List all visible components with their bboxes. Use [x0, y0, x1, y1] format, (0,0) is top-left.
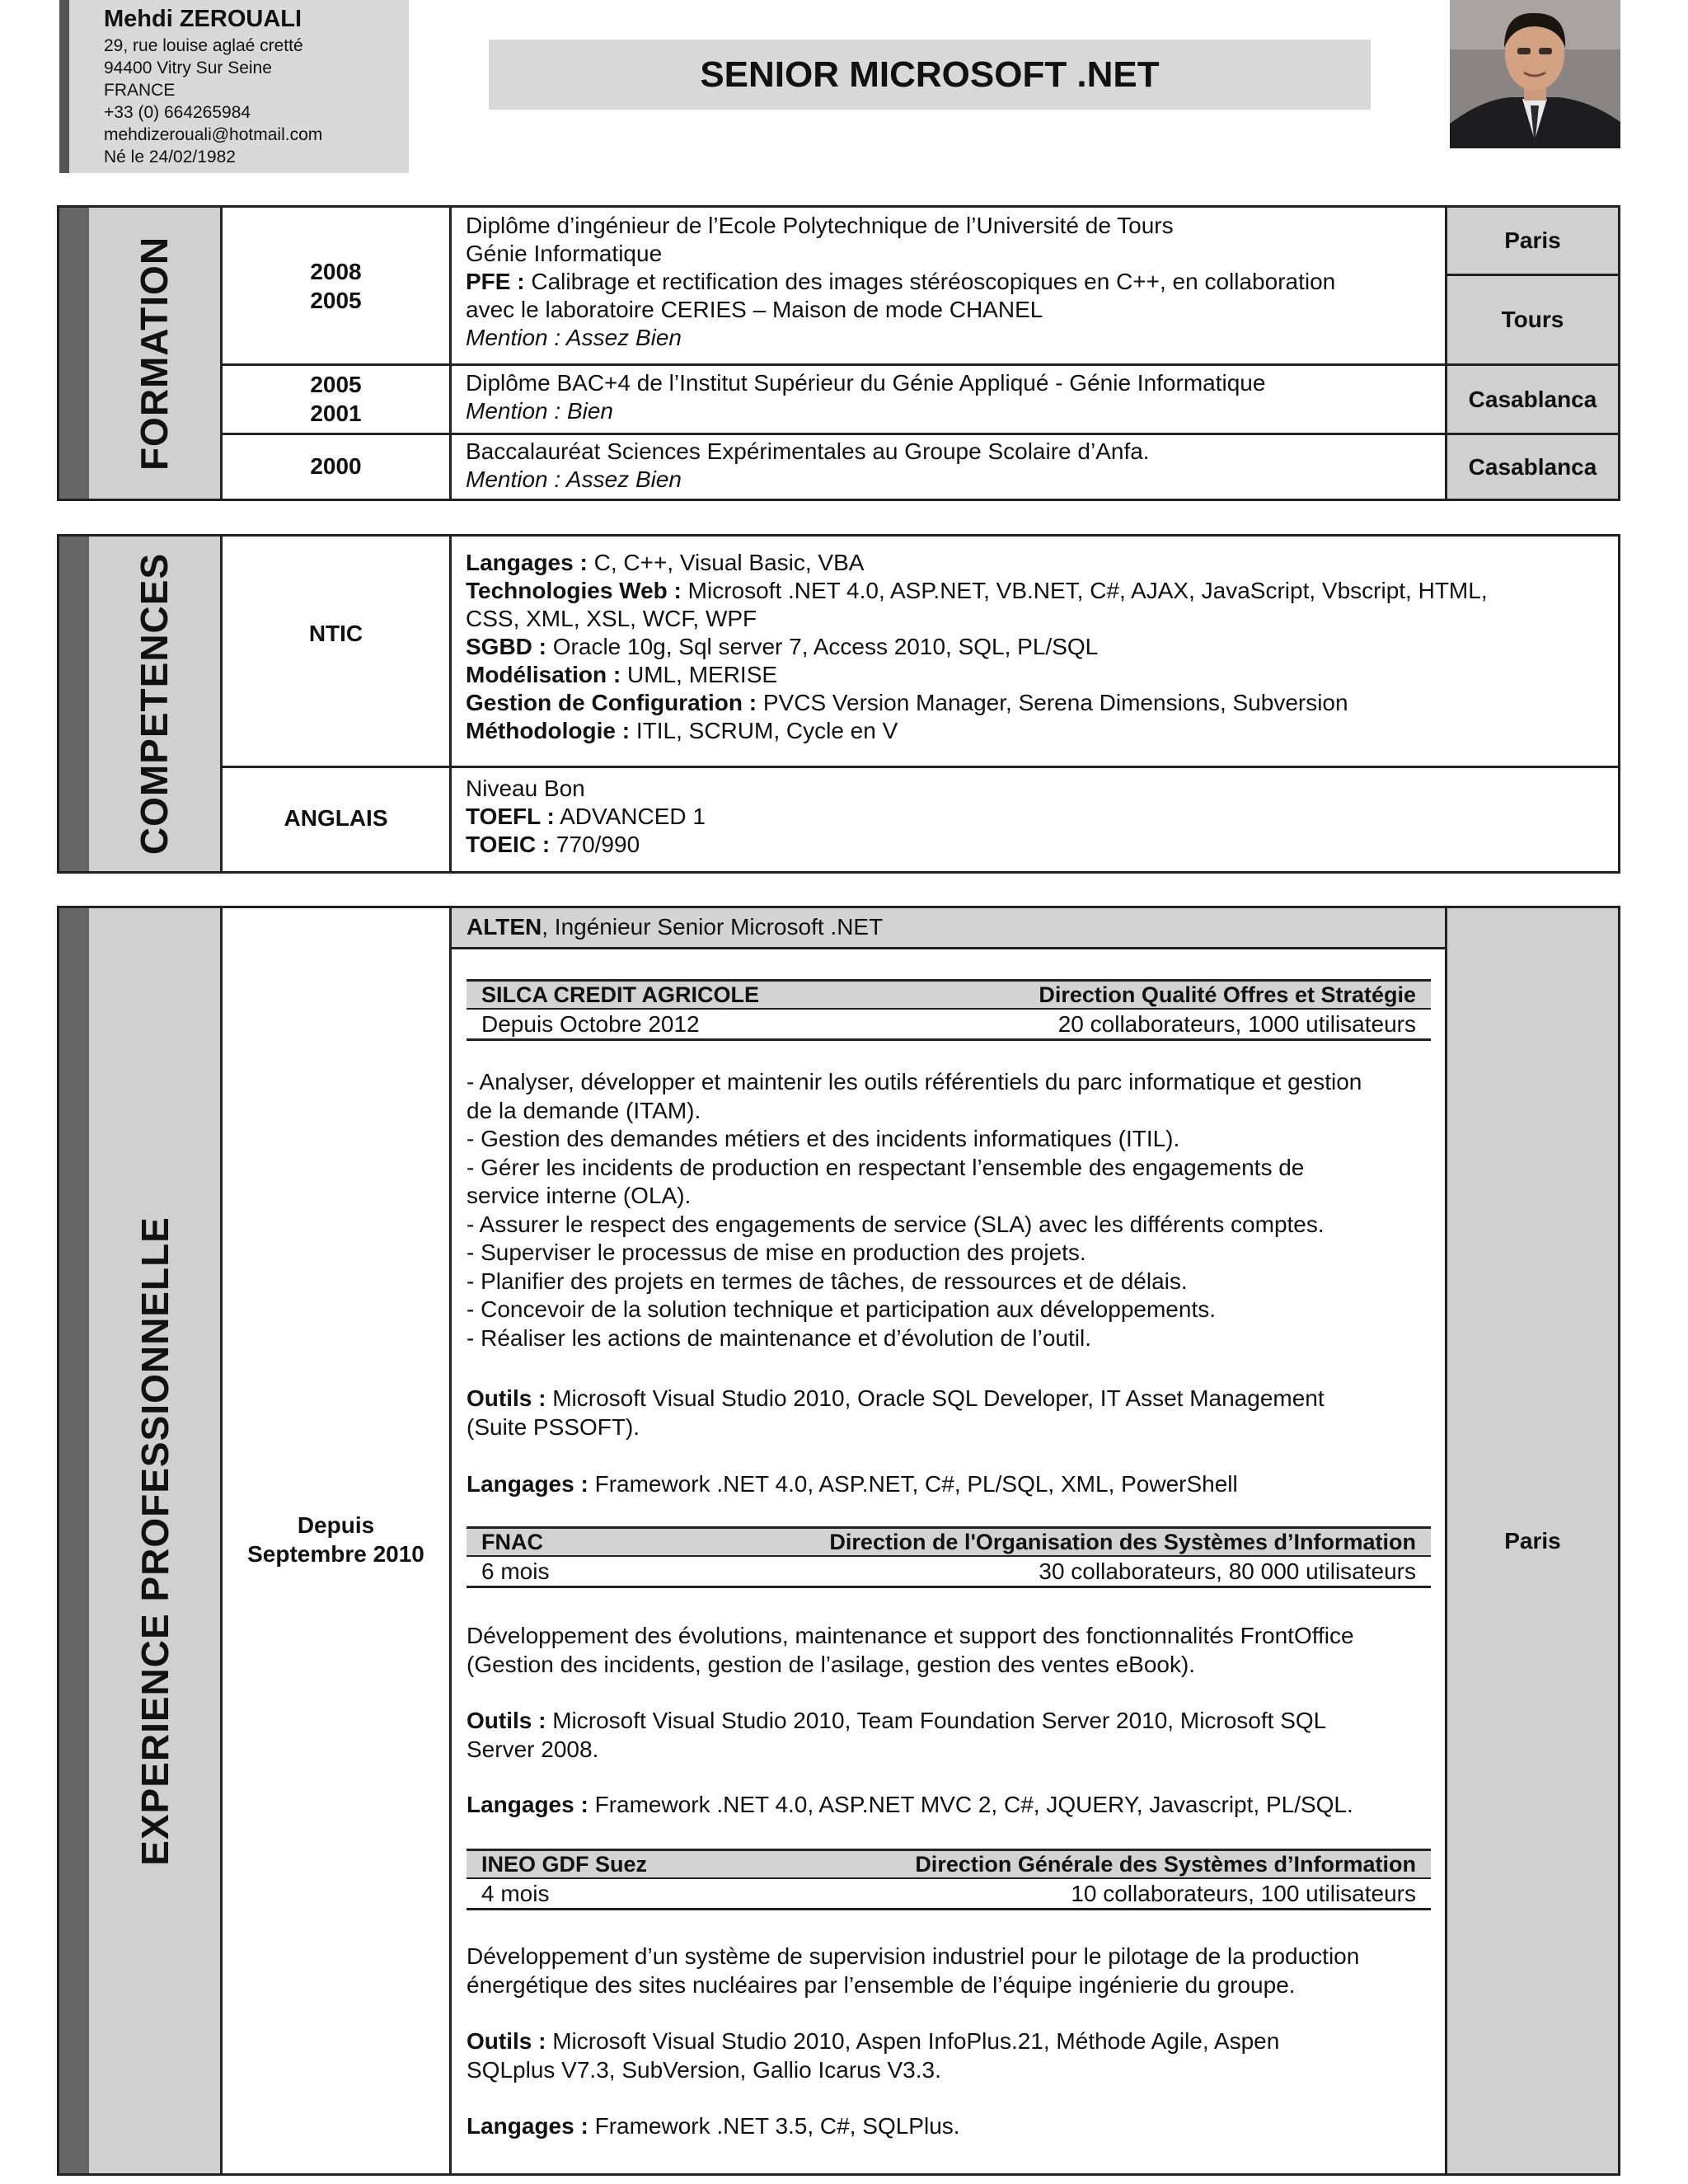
mission-tasks-silca: - Analyser, développer et maintenir les outils référentiels du parc informatique et gestion de la demande (ITAM). - Gestion des demandes métiers et des incidents informatiques (ITIL). - Gérer les incidents de production en respectant l’ensemble des engagements de service interne (OLA). - Assurer le respect des engagements de service (SLA) avec les différents comptes. - Superviser le processus de mise en production des projets. - Planifier des projets en termes de tâches, de ressources et de délais. - Concevoir de la solution technique et participation aux développements. - Réaliser les actions de maintenance et d’évolution de l’outil.: [467, 1069, 1362, 1351]
employer-role: , Ingénieur Senior Microsoft .NET: [542, 914, 884, 940]
formation-entry-1: Diplôme d’ingénieur de l’Ecole Polytechnique de l’Université de Tours Génie Informatique PFE : Calibrage et rectification des images stéréoscopiques en C++, en collaboration avec le laboratoire CERIES – Maison de mode CHANEL Mention : Assez Bien: [466, 213, 1336, 350]
experience-heading: EXPERIENCE PROFESSIONNELLE: [133, 1216, 176, 1866]
city-paris: Paris: [1447, 208, 1618, 274]
competences-tab: [59, 537, 220, 871]
experience-city: Paris: [1447, 908, 1618, 2173]
mission-duration: Depuis Octobre 2012: [481, 1010, 700, 1037]
skill-line: SGBD : Oracle 10g, Sql server 7, Access 2010, SQL, PL/SQL: [466, 634, 1099, 659]
city-casablanca-1: Casablanca: [1447, 366, 1618, 433]
ntic-skills: [466, 549, 1611, 745]
mission-tools-silca: Outils : Microsoft Visual Studio 2010, Oracle SQL Developer, IT Asset Management (Suite PSSOFT).: [467, 1385, 1325, 1440]
profile-photo: [1450, 0, 1620, 148]
mission-tools-ineo: Outils : Microsoft Visual Studio 2010, Aspen InfoPlus.21, Méthode Agile, Aspen SQLplus V7.3, SubVersion, Gallio Icarus V3.3.: [467, 2028, 1280, 2083]
city-tours: Tours: [1447, 276, 1618, 363]
client-direction: Direction Qualité Offres et Stratégie: [1039, 982, 1416, 1007]
client-direction: Direction Générale des Systèmes d’Information: [915, 1851, 1416, 1877]
city-casablanca-2: Casablanca: [1447, 435, 1618, 499]
formation-dates-1: 2008 2005: [310, 259, 362, 313]
skill-line: Méthodologie : ITIL, SCRUM, Cycle en V: [466, 718, 898, 743]
candidate-name: Mehdi ZEROUALI: [104, 6, 302, 32]
experience-period: Depuis Septembre 2010: [247, 1512, 424, 1567]
competences-heading: COMPETENCES: [133, 552, 176, 855]
mission-header-silca: [467, 979, 1431, 1041]
formation-tab: [59, 208, 220, 499]
skill-line: CSS, XML, XSL, WCF, WPF: [466, 606, 757, 631]
mission-langs-ineo: Langages : Framework .NET 3.5, C#, SQLPlus.: [467, 2113, 960, 2139]
anglais-label: ANGLAIS: [284, 805, 388, 831]
client-direction: Direction de l'Organisation des Systèmes d’Information: [829, 1529, 1416, 1554]
phone: +33 (0) 664265984: [104, 103, 251, 122]
job-title: SENIOR MICROSOFT .NET: [489, 40, 1371, 110]
mission-langs-silca: Langages : Framework .NET 4.0, ASP.NET, C#, PL/SQL, XML, PowerShell: [467, 1471, 1238, 1497]
formation-section: [57, 205, 1620, 501]
mission-duration: 6 mois: [481, 1558, 550, 1584]
team-size: 20 collaborateurs, 1000 utilisateurs: [1057, 1010, 1416, 1037]
anglais-skills: Niveau Bon TOEFL : ADVANCED 1 TOEIC : 770/990: [466, 776, 706, 857]
employer-bar: [452, 908, 1445, 949]
client-name: INEO GDF Suez: [481, 1851, 648, 1877]
skill-line: Modélisation : UML, MERISE: [466, 662, 778, 687]
mission-tools-fnac: Outils : Microsoft Visual Studio 2010, Team Foundation Server 2010, Microsoft SQL Server 2008.: [467, 1708, 1327, 1762]
mission-tasks-ineo: Développement d’un système de supervision industriel pour le pilotage de la production énergétique des sites nucléaires par l’ensemble de l’équipe ingénierie du groupe.: [467, 1943, 1360, 1998]
client-name: SILCA CREDIT AGRICOLE: [481, 982, 759, 1007]
formation-heading: FORMATION: [133, 236, 176, 471]
mission-header-fnac: [467, 1526, 1431, 1588]
country: FRANCE: [104, 81, 176, 100]
formation-entry-2: Diplôme BAC+4 de l’Institut Supérieur du Génie Appliqué - Génie Informatique Mention : Bien: [466, 370, 1266, 424]
skill-line: Gestion de Configuration : PVCS Version Manager, Serena Dimensions, Subversion: [466, 690, 1348, 715]
formation-entry-3: Baccalauréat Sciences Expérimentales au Groupe Scolaire d’Anfa. Mention : Assez Bien: [466, 438, 1150, 492]
birth-date: Né le 24/02/1982: [104, 148, 236, 166]
portrait-image: [1450, 0, 1620, 148]
address-line-1: 29, rue louise aglaé cretté: [104, 36, 303, 55]
ntic-label: NTIC: [308, 621, 363, 646]
address-line-2: 94400 Vitry Sur Seine: [104, 59, 272, 77]
competences-section: [57, 534, 1620, 874]
formation-dates-2: 2005 2001: [310, 372, 362, 426]
experience-section: [57, 906, 1620, 2176]
mission-header-ineo: [467, 1849, 1431, 1910]
email: mehdizerouali@hotmail.com: [104, 125, 323, 144]
employer-name: ALTEN: [467, 914, 542, 940]
experience-tab: [59, 908, 220, 2173]
client-name: FNAC: [481, 1529, 543, 1554]
team-size: 30 collaborateurs, 80 000 utilisateurs: [1039, 1558, 1416, 1584]
mission-duration: 4 mois: [481, 1880, 550, 1906]
team-size: 10 collaborateurs, 100 utilisateurs: [1071, 1880, 1416, 1906]
contact-block: [59, 0, 409, 173]
skill-line: Langages : C, C++, Visual Basic, VBA: [466, 550, 865, 575]
formation-dates-3: 2000: [310, 453, 362, 479]
mission-tasks-fnac: Développement des évolutions, maintenance et support des fonctionnalités FrontOffice (Gestion des incidents, gestion de l’asilage, gestion des ventes eBook).: [467, 1623, 1354, 1677]
mission-langs-fnac: Langages : Framework .NET 4.0, ASP.NET MVC 2, C#, JQUERY, Javascript, PL/SQL.: [467, 1792, 1353, 1817]
skill-line: Technologies Web : Microsoft .NET 4.0, ASP.NET, VB.NET, C#, AJAX, JavaScript, Vbscript, HTML,: [466, 578, 1488, 603]
